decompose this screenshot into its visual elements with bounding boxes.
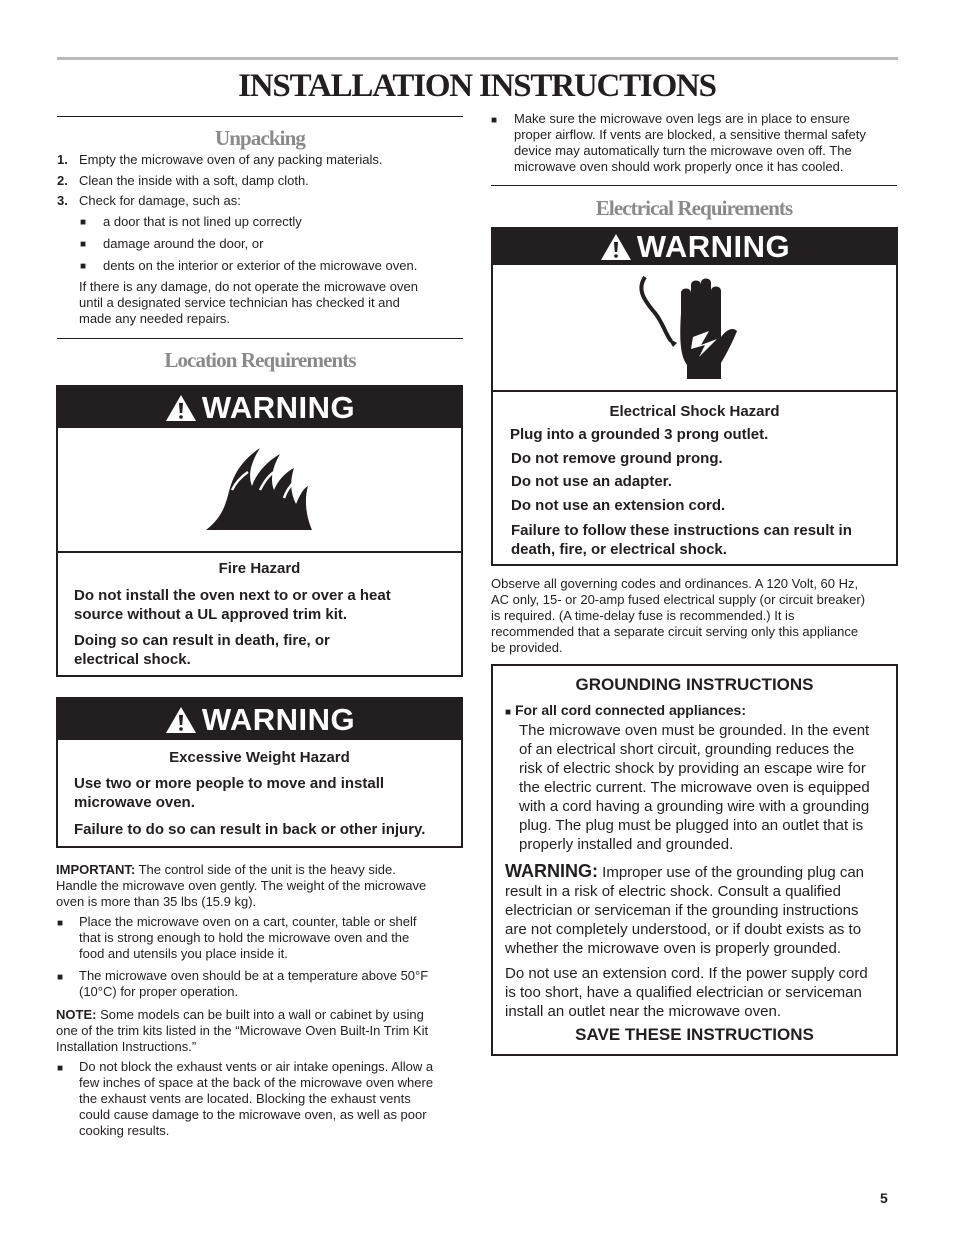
grounding-warning-paragraph xyxy=(505,862,864,958)
warning-item: Do not use an extension cord. xyxy=(511,497,726,514)
square-bullet-icon: ■ xyxy=(57,918,64,929)
top-rule xyxy=(57,57,898,60)
text-span: Improper use of the grounding plug can xyxy=(598,864,865,881)
warning-triangle-icon xyxy=(599,232,633,262)
warning-label: WARNING xyxy=(636,229,791,264)
warning-text xyxy=(74,586,391,624)
warning-inline-label: WARNING: xyxy=(505,861,598,881)
damage-note xyxy=(79,279,418,327)
list-item: damage around the door, or xyxy=(103,236,264,251)
hazard-title: Electrical Shock Hazard xyxy=(609,403,780,420)
text-line: until a designated service technician has checked it and xyxy=(79,295,400,310)
list-item xyxy=(514,111,866,175)
step-number: 3. xyxy=(57,193,68,208)
text-line: the electric current. The microwave oven is equipped xyxy=(519,779,870,796)
text-line: install an outlet near the microwave oven. xyxy=(505,1003,781,1020)
warning-item: Do not remove ground prong. xyxy=(511,450,723,467)
text-line: could cause damage to the microwave oven, as well as poor xyxy=(79,1107,427,1122)
text-line xyxy=(505,862,864,882)
warning-band xyxy=(58,387,461,428)
note-paragraph xyxy=(56,1007,428,1055)
important-label: IMPORTANT: xyxy=(56,862,136,877)
grounding-paragraph xyxy=(519,721,870,854)
important-paragraph xyxy=(56,862,426,910)
square-bullet-icon: ■ xyxy=(80,217,87,228)
list-item xyxy=(79,1059,433,1139)
warning-triangle-icon xyxy=(164,393,198,423)
text-line: microwave oven should work properly once it has cooled. xyxy=(514,159,844,174)
warning-label: WARNING xyxy=(201,701,356,737)
text-span: The control side of the unit is the heavy side. xyxy=(135,862,396,877)
text-line: Handle the microwave oven gently. The weight of the microwave xyxy=(56,878,427,893)
text-line: (10°C) for proper operation. xyxy=(79,984,239,999)
step-number: 2. xyxy=(57,173,68,188)
list-item: dents on the interior or exterior of the microwave oven. xyxy=(103,258,418,273)
fire-pictogram-area xyxy=(58,428,461,553)
grounding-heading: GROUNDING INSTRUCTIONS xyxy=(575,675,814,694)
hazard-title: Fire Hazard xyxy=(218,560,301,577)
text-line: the exhaust vents are located. Blocking the exhaust vents xyxy=(79,1091,411,1106)
text-line: Do not install the oven next to or over a heat xyxy=(74,587,391,604)
location-heading: Location Requirements xyxy=(164,348,356,372)
step-number: 1. xyxy=(57,152,68,167)
extension-cord-paragraph xyxy=(505,964,868,1021)
text-line: food and utensils you place inside it. xyxy=(79,946,288,961)
square-bullet-icon: ■ xyxy=(505,707,512,718)
text-line: properly installed and grounded. xyxy=(519,836,734,853)
warning-item: Plug into a grounded 3 prong outlet. xyxy=(510,426,769,443)
unpacking-heading: Unpacking xyxy=(215,126,305,150)
text-line: few inches of space at the back of the microwave oven where xyxy=(79,1075,434,1090)
page-number: 5 xyxy=(880,1190,888,1206)
text-line: electrical shock. xyxy=(74,651,191,668)
hazard-title: Excessive Weight Hazard xyxy=(169,749,350,766)
text-line xyxy=(56,862,426,878)
weight-warning-box xyxy=(56,697,463,848)
text-line: made any needed repairs. xyxy=(79,311,231,326)
text-line: oven is more than 35 lbs (15.9 kg). xyxy=(56,894,257,909)
text-line: that is strong enough to hold the microwave oven and the xyxy=(79,930,410,945)
text-line: The microwave oven should be at a temperature above 50°F xyxy=(79,968,429,983)
warning-text xyxy=(511,521,852,559)
warning-triangle-icon xyxy=(164,705,198,735)
list-item: a door that is not lined up correctly xyxy=(103,214,302,229)
text-line: is required. (A time-delay fuse is recommended.) It is xyxy=(491,608,795,623)
text-line: be provided. xyxy=(491,640,563,655)
text-line: with a cord having a grounding wire with a grounding xyxy=(519,798,870,815)
warning-text: Failure to do so can result in back or other injury. xyxy=(74,821,426,838)
text-line: Installation Instructions.” xyxy=(56,1039,197,1054)
list-item xyxy=(79,914,416,962)
text-line: source without a UL approved trim kit. xyxy=(74,606,348,623)
section-divider xyxy=(491,185,897,186)
bullet-label: For all cord connected appliances: xyxy=(514,702,746,718)
square-bullet-icon: ■ xyxy=(80,261,87,272)
text-line: risk of electric shock by providing an escape wire for xyxy=(519,760,866,777)
square-bullet-icon: ■ xyxy=(57,972,64,983)
text-line xyxy=(56,1007,428,1023)
text-line: AC only, 15- or 20-amp fused electrical supply (or circuit breaker) xyxy=(491,592,866,607)
text-line: If there is any damage, do not operate the microwave oven xyxy=(79,279,418,294)
text-line: of an electrical short circuit, grounding reduces the xyxy=(519,741,855,758)
text-line: are not completely understood, or if doubt exists as to xyxy=(505,921,862,938)
list-item xyxy=(79,968,428,1000)
warning-label: WARNING xyxy=(201,389,356,425)
text-line: Observe all governing codes and ordinances. A 120 Volt, 60 Hz, xyxy=(491,576,859,591)
section-divider xyxy=(57,116,463,117)
text-line: whether the microwave oven is properly grounded. xyxy=(505,940,842,957)
text-line: proper airflow. If vents are blocked, a sensitive thermal safety xyxy=(514,127,866,142)
grounding-box xyxy=(491,664,898,1056)
text-line: plug. The plug must be plugged into an outlet that is xyxy=(519,817,864,834)
observe-paragraph xyxy=(491,576,865,656)
text-line: microwave oven. xyxy=(74,794,195,811)
warning-text xyxy=(74,774,384,812)
step-text: Check for damage, such as: xyxy=(79,193,241,208)
section-divider xyxy=(57,338,463,339)
text-line: Use two or more people to move and install xyxy=(74,775,385,792)
text-line: device may automatically turn the microwave oven off. The xyxy=(514,143,852,158)
page-title: INSTALLATION INSTRUCTIONS xyxy=(238,68,716,104)
text-line: Do not block the exhaust vents or air intake openings. Allow a xyxy=(79,1059,434,1074)
note-label: NOTE: xyxy=(56,1007,97,1022)
square-bullet-icon: ■ xyxy=(80,239,87,250)
fire-hazard-icon xyxy=(202,446,314,532)
shock-pictogram-area xyxy=(493,265,896,392)
square-bullet-icon: ■ xyxy=(57,1063,64,1074)
warning-band xyxy=(493,229,896,265)
text-line: The microwave oven must be grounded. In the event xyxy=(519,722,870,739)
text-line: Place the microwave oven on a cart, counter, table or shelf xyxy=(79,914,417,929)
text-line: Failure to follow these instructions can result in xyxy=(511,522,852,539)
text-line: Do not use an extension cord. If the power supply cord xyxy=(505,965,868,982)
text-line: Make sure the microwave oven legs are in place to ensure xyxy=(514,111,851,126)
fire-warning-box xyxy=(56,385,463,677)
warning-item: Do not use an adapter. xyxy=(511,473,672,490)
text-line: Doing so can result in death, fire, or xyxy=(74,632,330,649)
save-instructions: SAVE THESE INSTRUCTIONS xyxy=(575,1025,814,1044)
warning-band xyxy=(58,699,461,740)
text-line: recommended that a separate circuit serving only this appliance xyxy=(491,624,859,639)
step-text: Clean the inside with a soft, damp cloth. xyxy=(79,173,309,188)
text-line: result in a risk of electric shock. Consult a qualified xyxy=(505,883,841,900)
warning-text xyxy=(74,631,330,669)
electrical-warning-box xyxy=(491,227,898,566)
text-line: cooking results. xyxy=(79,1123,170,1138)
text-line: electrician or serviceman if the grounding instructions xyxy=(505,902,859,919)
square-bullet-icon: ■ xyxy=(491,115,498,126)
electrical-heading: Electrical Requirements xyxy=(595,196,793,220)
step-text: Empty the microwave oven of any packing materials. xyxy=(79,152,383,167)
text-line: one of the trim kits listed in the “Microwave Oven Built-In Trim Kit xyxy=(56,1023,429,1038)
text-span: Some models can be built into a wall or cabinet by using xyxy=(96,1007,424,1022)
text-line: death, fire, or electrical shock. xyxy=(511,541,727,558)
text-line: is too short, have a qualified electrician or serviceman xyxy=(505,984,862,1001)
grounding-bullet xyxy=(505,702,746,718)
electrical-shock-hand-icon xyxy=(633,273,743,385)
